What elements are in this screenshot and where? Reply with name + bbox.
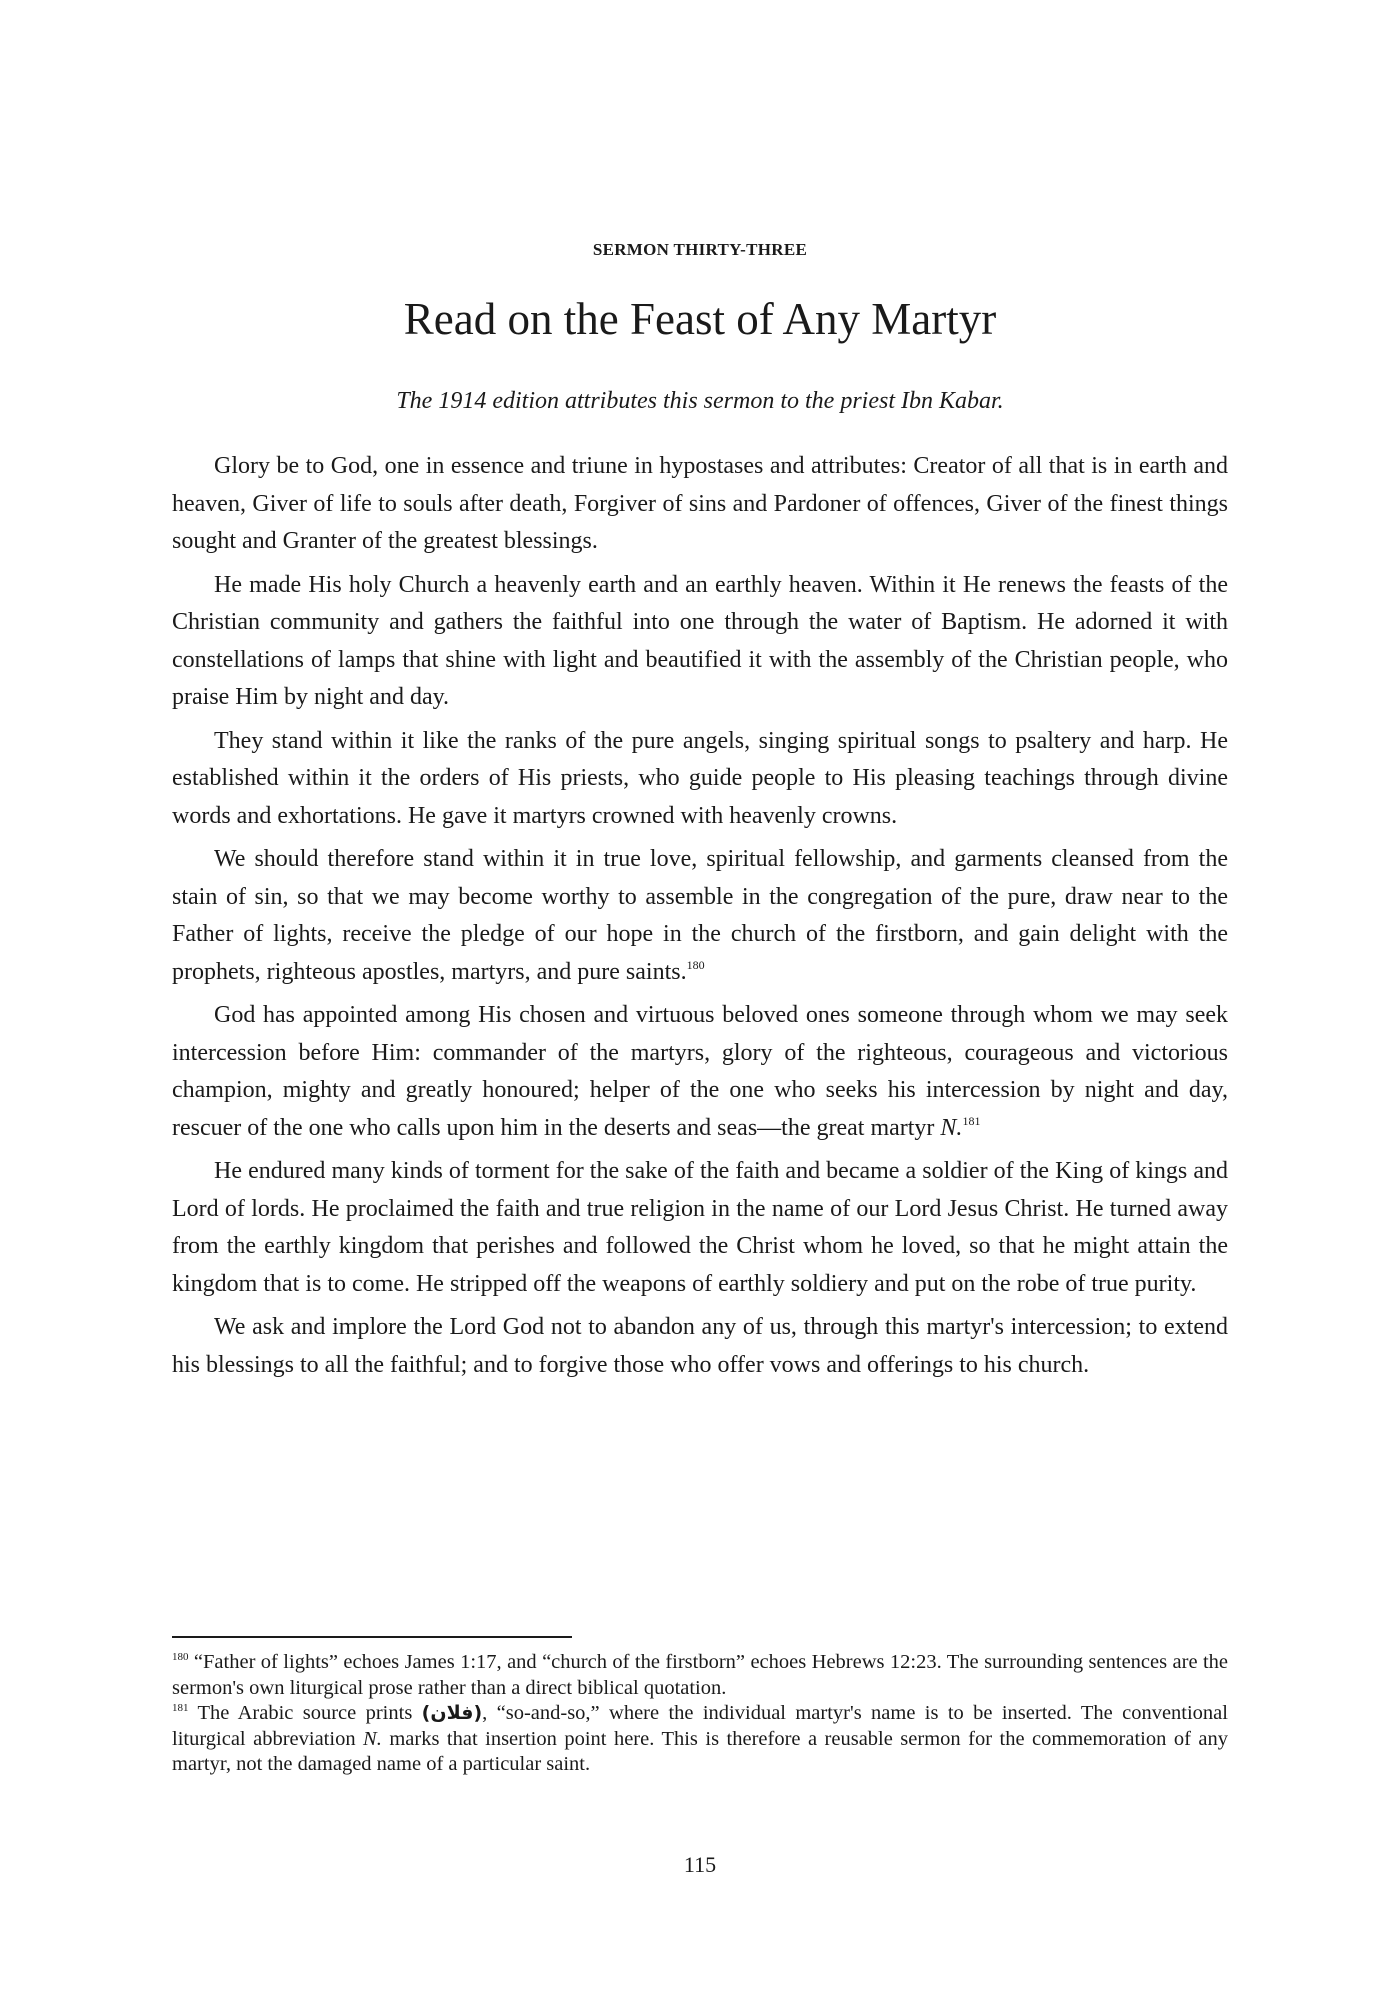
paragraph-5: [172, 997, 1228, 1147]
footnote-number-181: 181: [172, 1702, 189, 1714]
paragraph-2: He made His holy Church a heavenly earth and an earthly heaven. Within it He renews the feasts of the Christian community and gathers the faithful into one through the water of Baptism. He adorned it with constellations of lamps that shine with light and beautified it with the assembly of the Christian people, who praise Him by night and day.: [172, 571, 1228, 710]
paragraph-5-text: God has appointed among His chosen and virtuous beloved ones someone through whom we may seek intercession before Him: commander of the martyrs, glory of the righteous, courageous and victorious champion, mighty and greatly honoured; helper of the one who seeks his intercession by night and day, rescuer of the one who calls upon him in the deserts and seas—the great martyr: [172, 1002, 1228, 1141]
page-number: 115: [683, 1852, 717, 1877]
footnote-181: [172, 1701, 1228, 1778]
sermon-label: SERMON THIRTY-THREE: [592, 240, 808, 259]
paragraph-4: [172, 841, 1228, 991]
page-title: Read on the Feast of Any Martyr: [403, 294, 997, 344]
martyr-name-placeholder: N.: [940, 1114, 963, 1141]
document-page: [172, 0, 1228, 2000]
footnote-180-text: “Father of lights” echoes James 1:17, and “church of the firstborn” echoes Hebrews 12:23. The surrounding sentences are the sermon's own liturgical prose rather than a direct biblical quotation.: [172, 1651, 1229, 1699]
footnote-number-180: 180: [172, 1651, 189, 1663]
footnote-181-text-mid: , “so-and-so,” where the individual martyr's name is to be inserted. The conventional liturgical abbreviation: [172, 1702, 1228, 1750]
paragraph-1: Glory be to God, one in essence and triune in hypostases and attributes: Creator of all that is in earth and heaven, Giver of life to souls after death, Forgiver of sins and Pardoner of offences, Giver of the finest things sought and Granter of the greatest blessings.: [172, 453, 1228, 554]
footnotes: [172, 1650, 1228, 1778]
paragraph-3: They stand within it like the ranks of the pure angels, singing spiritual songs to psaltery and harp. He established within it the orders of His priests, who guide people to His pleasing teachings through divine words and exhortations. He gave it martyrs crowned with heavenly crowns.: [172, 727, 1228, 829]
paragraph-7: We ask and implore the Lord God not to abandon any of us, through this martyr's intercession; to extend his blessings to all the faithful; and to forgive those who offer vows and offerings to his church.: [172, 1314, 1228, 1378]
footnote-180: [172, 1650, 1228, 1701]
footnote-divider: [172, 1636, 572, 1638]
arabic-term: (فلان): [421, 1702, 483, 1724]
footnote-ref-181[interactable]: 181: [962, 1113, 981, 1128]
footnote-181-text-start: The Arabic source prints: [197, 1702, 422, 1724]
attribution-note: The 1914 edition attributes this sermon to the priest Ibn Kabar.: [396, 388, 1004, 414]
footnote-ref-180[interactable]: 180: [686, 957, 705, 972]
footnote-181-text-end: marks that insertion point here. This is therefore a reusable sermon for the commemoration of any martyr, not the damaged name of a particular saint.: [172, 1727, 1229, 1775]
abbreviation-n: N.: [363, 1727, 382, 1750]
paragraph-4-text: We should therefore stand within it in true love, spiritual fellowship, and garments cleansed from the stain of sin, so that we may become worthy to assemble in the congregation of the pure, draw near to the Father of lights, receive the pledge of our hope in the church of the firstborn, and gain delight with the prophets, righteous apostles, martyrs, and pure saints.: [172, 846, 1228, 985]
paragraph-6: He endured many kinds of torment for the sake of the faith and became a soldier of the King of kings and Lord of lords. He proclaimed the faith and true religion in the name of our Lord Jesus Christ. He turned away from the earthly kingdom that perishes and followed the Christ whom he loved, so that he might attain the kingdom that is to come. He stripped off the weapons of earthly soldiery and put on the robe of true purity.: [172, 1158, 1228, 1297]
sermon-body: [172, 448, 1228, 1390]
